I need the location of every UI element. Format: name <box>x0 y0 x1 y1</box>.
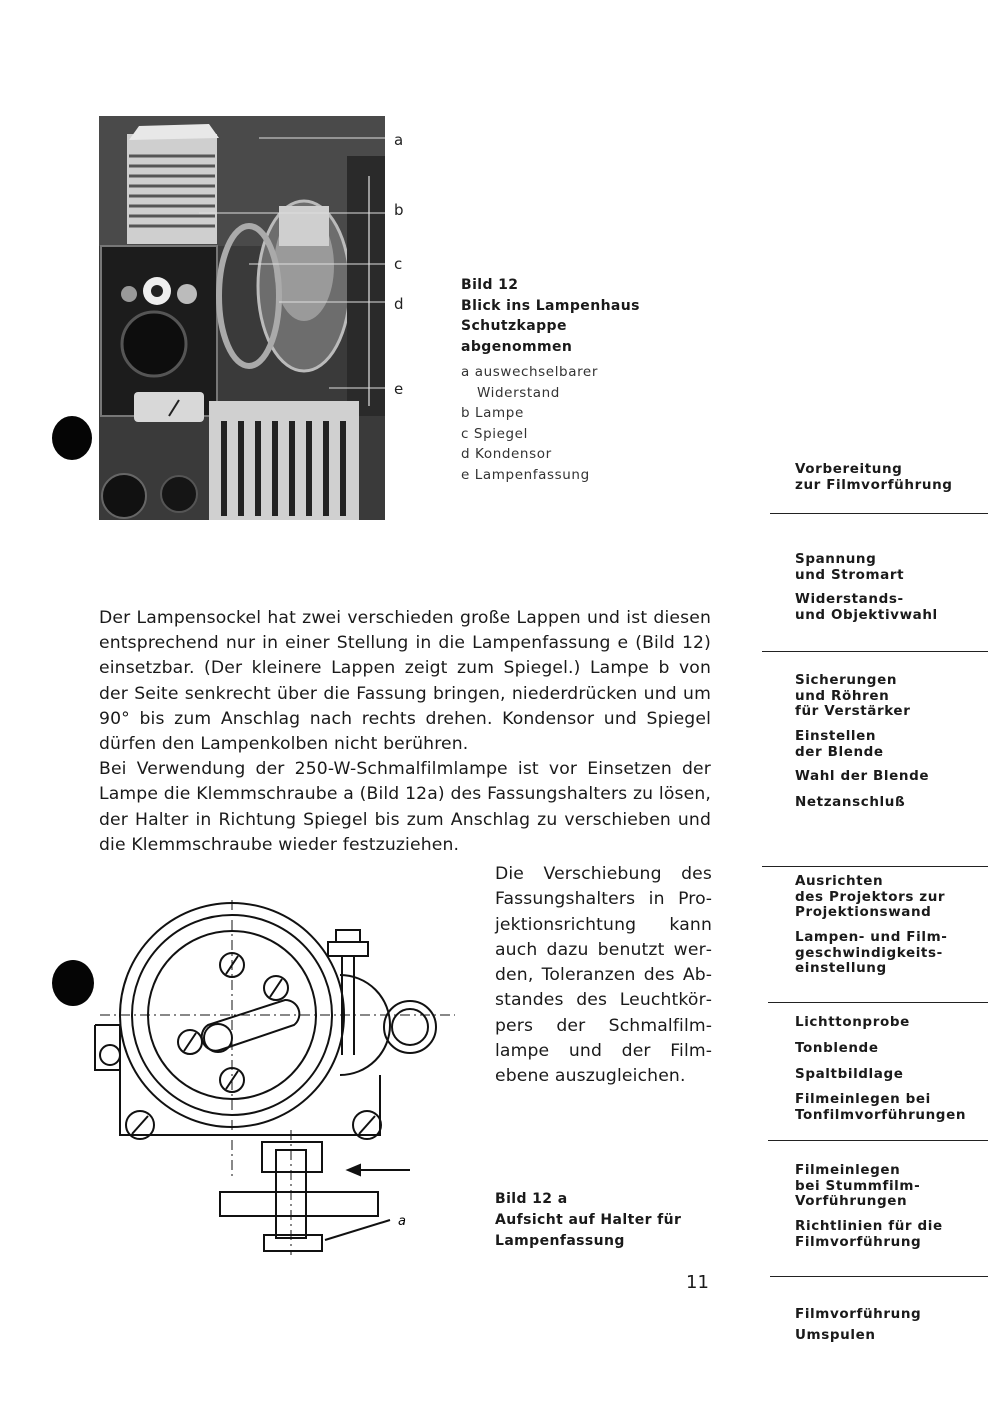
sidebar-item[interactable]: Vorbereitung zur Filmvorführung <box>795 461 953 493</box>
sidebar-item[interactable]: Filmeinlegen bei Stummfilm- Vorführungen <box>795 1162 921 1209</box>
sidebar-item[interactable]: Widerstands- und Objektivwahl <box>795 591 938 623</box>
figure-12a-title-line: Aufsicht auf Halter für <box>495 1212 682 1228</box>
legend-item: a auswechselbarer <box>461 364 598 380</box>
photo-letter-c: c <box>394 255 403 273</box>
legend-item: c Spiegel <box>461 425 528 442</box>
sidebar-divider <box>762 651 988 652</box>
sidebar-item[interactable]: Wahl der Blende <box>795 768 930 784</box>
legend-item: Widerstand <box>477 384 560 401</box>
sidebar-item[interactable]: Filmeinlegen bei Tonfilmvorführungen <box>795 1091 967 1123</box>
sidebar-item[interactable]: Tonblende <box>795 1040 879 1056</box>
page-number: 11 <box>686 1272 709 1293</box>
figure-12-title-line: abgenommen <box>461 338 573 355</box>
sidebar-item[interactable]: Netzanschluß <box>795 794 906 810</box>
sidebar-item[interactable]: Spaltbildlage <box>795 1066 904 1082</box>
sidebar-divider <box>762 866 988 867</box>
body-text <box>99 606 711 858</box>
punch-hole-top <box>52 416 92 460</box>
figure-12-title-line: Blick ins Lampenhaus <box>461 297 640 314</box>
figure-12-legend <box>461 362 681 485</box>
legend-item: e Lampenfassung <box>461 466 590 483</box>
sidebar-item[interactable]: Spannung und Stromart <box>795 551 905 583</box>
sidebar-divider <box>770 513 988 514</box>
side-paragraph: Die Verschiebung des Fassungshalters in Projektionsrichtung kann auch dazu benutzt werden, Toleranzen des Abstandes des Leuchtkörpers der Schmalfilmlampe und der Filmebene auszugleichen. <box>495 864 712 1087</box>
figure-12-number: Bild 12 <box>461 277 519 293</box>
legend-item: b Lampe <box>461 405 524 421</box>
figure-12a-caption <box>495 1189 725 1252</box>
photo-letter-b: b <box>394 201 404 219</box>
sidebar-item[interactable]: Einstellen der Blende <box>795 728 884 760</box>
paragraph: Bei Verwendung der 250-W-Schmalfilmlampe ist vor Einsetzen der Lampe die Klemmschraube a (Bild 12a) des Fassungshalters zu lösen, der Halter in Richtung Spiegel bis zum Anschlag zu verschieben und die Klemmschraube wieder festzuziehen. <box>99 759 711 855</box>
holder-technical-drawing <box>80 880 480 1260</box>
sidebar-divider <box>768 1140 988 1141</box>
figure-12-caption <box>461 275 661 357</box>
photo-letter-d: d <box>394 295 404 313</box>
drawing-letter-a: a <box>398 1214 406 1229</box>
figure-12a-number: Bild 12 a <box>495 1191 568 1207</box>
legend-item: d Kondensor <box>461 446 552 462</box>
sidebar-item[interactable]: Richtlinien für die Filmvorführung <box>795 1218 943 1250</box>
sidebar-item[interactable]: Lampen- und Film- geschwindigkeits- einstellung <box>795 929 948 976</box>
lamp-housing-photo <box>99 116 385 520</box>
sidebar-divider <box>770 1276 988 1277</box>
photo-letter-a: a <box>394 131 404 149</box>
sidebar-item[interactable]: Lichttonprobe <box>795 1014 910 1030</box>
figure-12-title-line: Schutzkappe <box>461 318 567 334</box>
photo-letter-e: e <box>394 380 404 398</box>
figure-12a-title-line: Lampenfassung <box>495 1233 625 1249</box>
sidebar-divider <box>768 1002 988 1003</box>
sidebar-item[interactable]: Umspulen <box>795 1327 876 1343</box>
sidebar-item[interactable]: Ausrichten des Projektors zur Projektionswand <box>795 873 946 920</box>
sidebar-item[interactable]: Filmvorführung <box>795 1306 922 1322</box>
sidebar-item[interactable]: Sicherungen und Röhren für Verstärker <box>795 672 911 719</box>
paragraph: Der Lampensockel hat zwei verschieden große Lappen und ist diesen entsprechend nur in einer Stellung in die Lampenfassung e (Bild 12) einsetzbar. (Der kleinere Lappen zeigt zum Spiegel.) Lampe b von der Seite senkrecht über die Fassung bringen, niederdrücken und um 90° bis zum Anschlag nach rechts drehen. Kondensor und Spiegel dürfen den Lampenkolben nicht berühren. <box>99 608 711 755</box>
